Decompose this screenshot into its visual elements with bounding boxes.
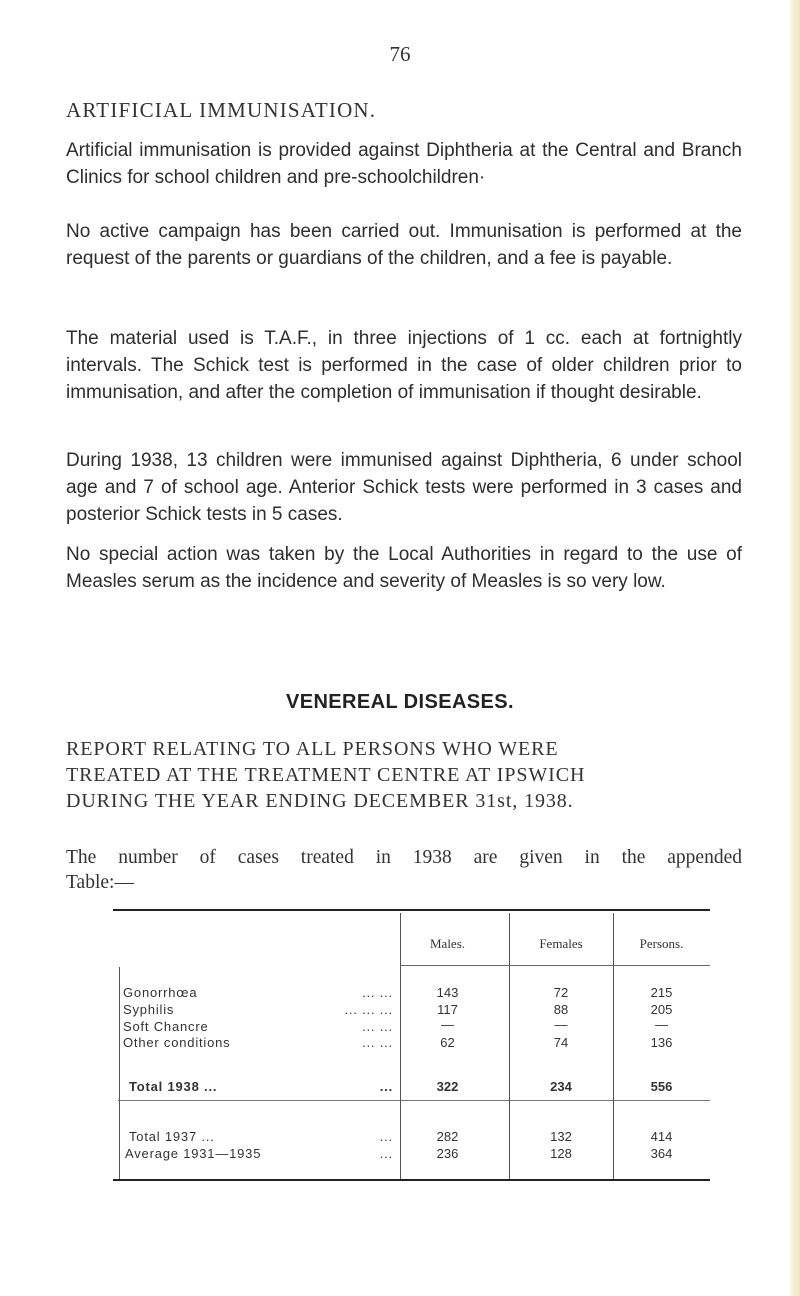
paragraph: The material used is T.A.F., in three injections of 1 cc. each at fortnightly intervals. The Schick test is performed in the case of older children prior to immunisation, and after the completion of immunisation if thought desirable. xyxy=(66,328,742,403)
paragraph: During 1938, 13 children were immunised against Diphtheria, 6 under school age and 7 of school age. Anterior Schick tests were performed in 3 cases and posterior Schick tests in 5 cases. xyxy=(66,450,742,525)
page-number: 76 xyxy=(389,42,411,66)
cell-males: 143 xyxy=(436,985,459,1000)
total-rule xyxy=(118,1100,710,1101)
cell-males: 236 xyxy=(436,1146,459,1161)
page-edge xyxy=(788,0,800,1296)
table-bottom-rule xyxy=(113,1179,710,1181)
cell-males: 62 xyxy=(440,1035,455,1050)
total-label: Total 1938 ... ... xyxy=(129,1079,393,1094)
cell-persons: — xyxy=(655,1017,668,1032)
report-title xyxy=(66,736,742,814)
report-line: TREATED AT THE TREATMENT CENTRE AT IPSWICH xyxy=(66,764,586,786)
paragraph: Artificial immunisation is provided against Diphtheria at the Central and Branch Clinics for school children and pre-schoolchildren· xyxy=(66,140,742,188)
table-left-rule xyxy=(119,967,120,1179)
row-label: Syphilis ... ... ... xyxy=(123,1002,393,1017)
cell-females: 74 xyxy=(553,1035,569,1050)
cell-males: 282 xyxy=(436,1129,459,1144)
total-persons: 556 xyxy=(650,1079,673,1094)
venereal-diseases-title: VENEREAL DISEASES. xyxy=(285,691,514,713)
table-top-rule xyxy=(113,909,710,911)
section-heading: ARTIFICIAL IMMUNISATION. xyxy=(66,98,377,122)
cell-males: — xyxy=(441,1017,454,1032)
intro-line: The number of cases treated in 1938 are given in the appended xyxy=(66,847,742,868)
total-males: 322 xyxy=(436,1079,459,1094)
cell-females: 132 xyxy=(550,1129,572,1144)
cell-persons: 364 xyxy=(650,1146,673,1161)
cell-persons: 136 xyxy=(650,1035,673,1050)
cell-females: — xyxy=(554,1017,568,1032)
row-label: Average 1931—1935 ... xyxy=(125,1146,393,1161)
cell-persons: 205 xyxy=(650,1002,673,1017)
header-females: Females xyxy=(539,936,583,951)
total-females: 234 xyxy=(550,1079,572,1094)
report-line: REPORT RELATING TO ALL PERSONS WHO WERE xyxy=(66,738,559,760)
cell-persons: 215 xyxy=(650,985,673,1000)
report-line: DURING THE YEAR ENDING DECEMBER 31st, 1938. xyxy=(66,790,574,812)
cell-females: 88 xyxy=(553,1002,569,1017)
cell-females: 128 xyxy=(550,1146,572,1161)
row-label: Soft Chancre ... ... xyxy=(123,1019,393,1034)
paragraph: No special action was taken by the Local Authorities in regard to the use of Measles serum as the incidence and severity of Measles is so very low. xyxy=(66,544,742,592)
row-label: Other conditions ... ... xyxy=(123,1035,393,1050)
intro-line: Table:— xyxy=(66,872,134,893)
cell-males: 117 xyxy=(437,1002,458,1017)
cell-persons: 414 xyxy=(650,1129,673,1144)
row-label: Gonorrhœa ... ... xyxy=(123,985,393,1000)
header-males: Males. xyxy=(429,936,466,951)
table-intro xyxy=(66,845,742,895)
cases-table xyxy=(113,909,710,1181)
paragraph: No active campaign has been carried out. Immunisation is performed at the request of the parents or guardians of the children, and a fee is payable. xyxy=(66,221,742,269)
header-persons: Persons. xyxy=(639,936,684,951)
row-label: Total 1937 ... ... xyxy=(129,1129,393,1144)
cell-females: 72 xyxy=(553,985,569,1000)
header-rule xyxy=(400,965,710,966)
